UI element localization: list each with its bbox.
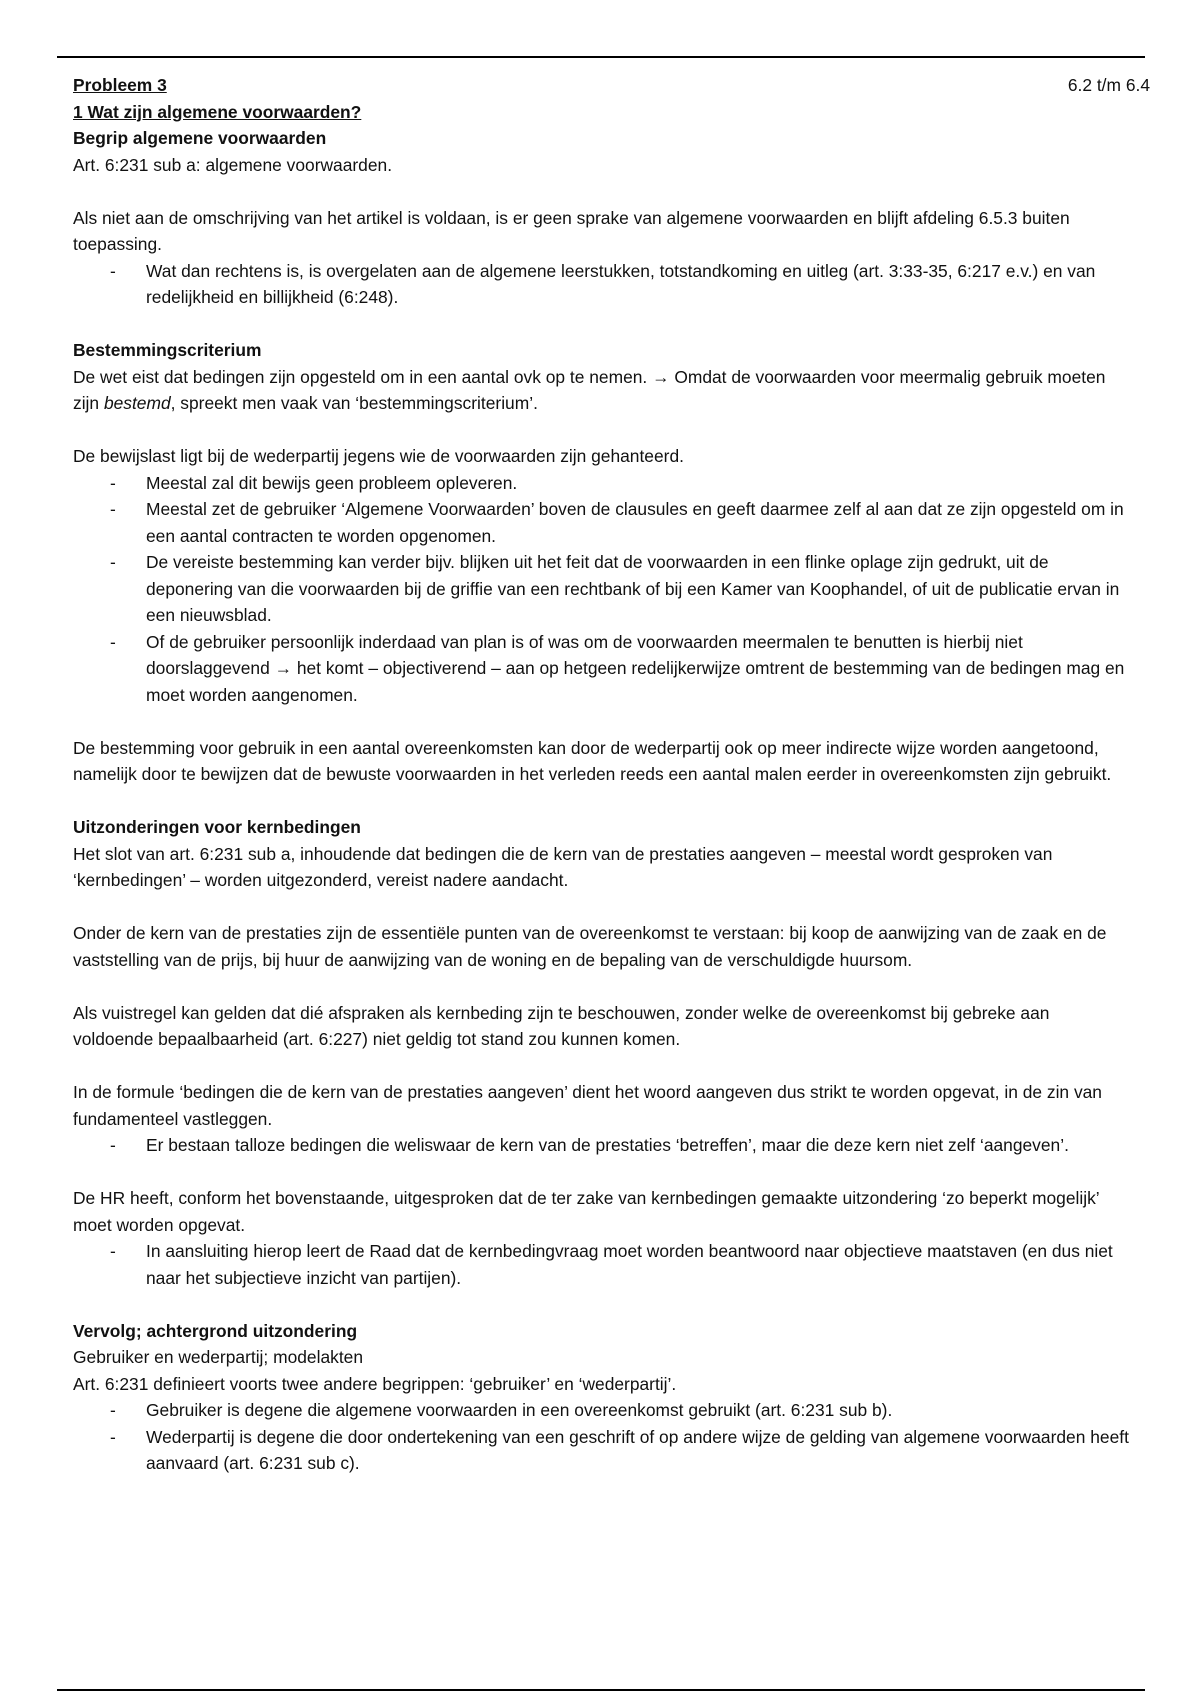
section-heading-kernbedingen: Uitzonderingen voor kernbedingen: [73, 817, 361, 837]
paragraph: In de formule ‘bedingen die de kern van de prestaties aangeven’ dient het woord aangeven dus strikt te worden opgevat, in de zin van fundamenteel vastleggen.: [73, 1082, 1102, 1129]
section-heading-vervolg: Vervolg; achtergrond uitzondering: [73, 1320, 358, 1341]
list-item: - Of de gebruiker persoonlijk inderdaad van plan is of was om de voorwaarden meermalen te benutten is hierbij niet doorslaggevend → het komt – objectiverend – aan op hetgeen redelijkerwijze omtrent de bestemming van de bedingen mag en moet worden aangenomen.: [73, 629, 1133, 709]
paragraph: Als niet aan de omschrijving van het artikel is voldaan, is er geen sprake van algemene voorwaarden en blijft afdeling 6.5.3 buiten toepassing.: [73, 207, 1070, 254]
bullet-list: [73, 1397, 1133, 1477]
bullet-list: [73, 470, 1133, 709]
subheading: Gebruiker en wederpartij; modelakten: [73, 1347, 363, 1367]
bottom-rule: [57, 1689, 1145, 1691]
document-title: Probleem 3: [73, 75, 167, 95]
paragraph: De HR heeft, conform het bovenstaande, uitgesproken dat de ter zake van kernbedingen gemaakte uitzondering ‘zo beperkt mogelijk’ moet worden opgevat.: [73, 1188, 1100, 1235]
paragraph: Als vuistregel kan gelden dat dié afspraken als kernbeding zijn te beschouwen, zonder welke de overeenkomst bij gebreke aan voldoende bepaalbaarheid (art. 6:227) niet geldig tot stand zou kunnen komen.: [73, 1002, 1050, 1049]
list-item: - Gebruiker is degene die algemene voorwaarden in een overeenkomst gebruikt (art. 6:231 sub b).: [73, 1397, 1133, 1424]
paragraph: Art. 6:231 definieert voorts twee andere begrippen: ‘gebruiker’ en ‘wederpartij’.: [73, 1373, 677, 1394]
bullet-list: [73, 1238, 1133, 1291]
list-item: - Er bestaan talloze bedingen die weliswaar de kern van de prestaties ‘betreffen’, maar die deze kern niet zelf ‘aangeven’.: [73, 1132, 1133, 1159]
list-item: - Wederpartij is degene die door ondertekening van een geschrift of op andere wijze de gelding van algemene voorwaarden heeft aanvaard (art. 6:231 sub c).: [73, 1424, 1133, 1477]
paragraph: Het slot van art. 6:231 sub a, inhoudende dat bedingen die de kern van de prestaties aangeven – meestal wordt gesproken van ‘kernbedingen’ – worden uitgezonderd, vereist nadere aandacht.: [73, 843, 1053, 890]
paragraph: De wet eist dat bedingen zijn opgesteld om in een aantal ovk op te nemen. → Omdat de voorwaarden voor meermalig gebruik moeten zijn bestemd, spreekt men vaak van ‘bestemmingscriterium’.: [73, 366, 1106, 413]
list-item: - In aansluiting hierop leert de Raad dat de kernbedingvraag moet worden beantwoord naar objectieve maatstaven (en dus niet naar het subjectieve inzicht van partijen).: [73, 1238, 1133, 1291]
section-heading-bestemming: Bestemmingscriterium: [73, 340, 262, 360]
top-rule: [57, 56, 1145, 58]
paragraph: De bestemming voor gebruik in een aantal overeenkomsten kan door de wederpartij ook op meer indirecte wijze worden aangetoond, namelijk door te bewijzen dat de bewuste voorwaarden in het verleden reeds een aantal malen eerder in overeenkomsten zijn gebruikt.: [73, 737, 1112, 784]
paragraph: Art. 6:231 sub a: algemene voorwaarden.: [73, 154, 393, 175]
list-item: - Wat dan rechtens is, is overgelaten aan de algemene leerstukken, totstandkoming en uitleg (art. 3:33-35, 6:217 e.v.) en van redelijkheid en billijkheid (6:248).: [73, 258, 1133, 311]
paragraph: Onder de kern van de prestaties zijn de essentiële punten van de overeenkomst te verstaan: bij koop de aanwijzing van de zaak en de vaststelling van de prijs, bij huur de aanwijzing van de woning en de bepaling van de verschuldigde huursom.: [73, 923, 1107, 970]
bullet-list: [73, 1132, 1133, 1159]
emphasis: bestemd: [103, 393, 171, 413]
list-item: - De vereiste bestemming kan verder bijv. blijken uit het feit dat de voorwaarden in een flinke oplage zijn gedrukt, uit de deponering van die voorwaarden bij de griffie van een rechtbank of bij een Kamer van Koophandel, of uit de publicatie ervan in een nieuwsblad.: [73, 549, 1133, 629]
list-item: - Meestal zet de gebruiker ‘Algemene Voorwaarden’ boven de clausules en geeft daarmee zelf al aan dat ze zijn opgesteld om in een aantal contracten te worden opgenomen.: [73, 496, 1133, 549]
question-heading: 1 Wat zijn algemene voorwaarden?: [73, 101, 362, 122]
section-heading-begrip: Begrip algemene voorwaarden: [73, 128, 327, 148]
bullet-list: [73, 258, 1133, 311]
document-body: [73, 72, 1133, 1477]
list-item: - Meestal zal dit bewijs geen probleem opleveren.: [73, 470, 1133, 497]
section-reference: 6.2 t/m 6.4: [1067, 75, 1150, 95]
paragraph: De bewijslast ligt bij de wederpartij jegens wie de voorwaarden zijn gehanteerd.: [73, 446, 684, 466]
